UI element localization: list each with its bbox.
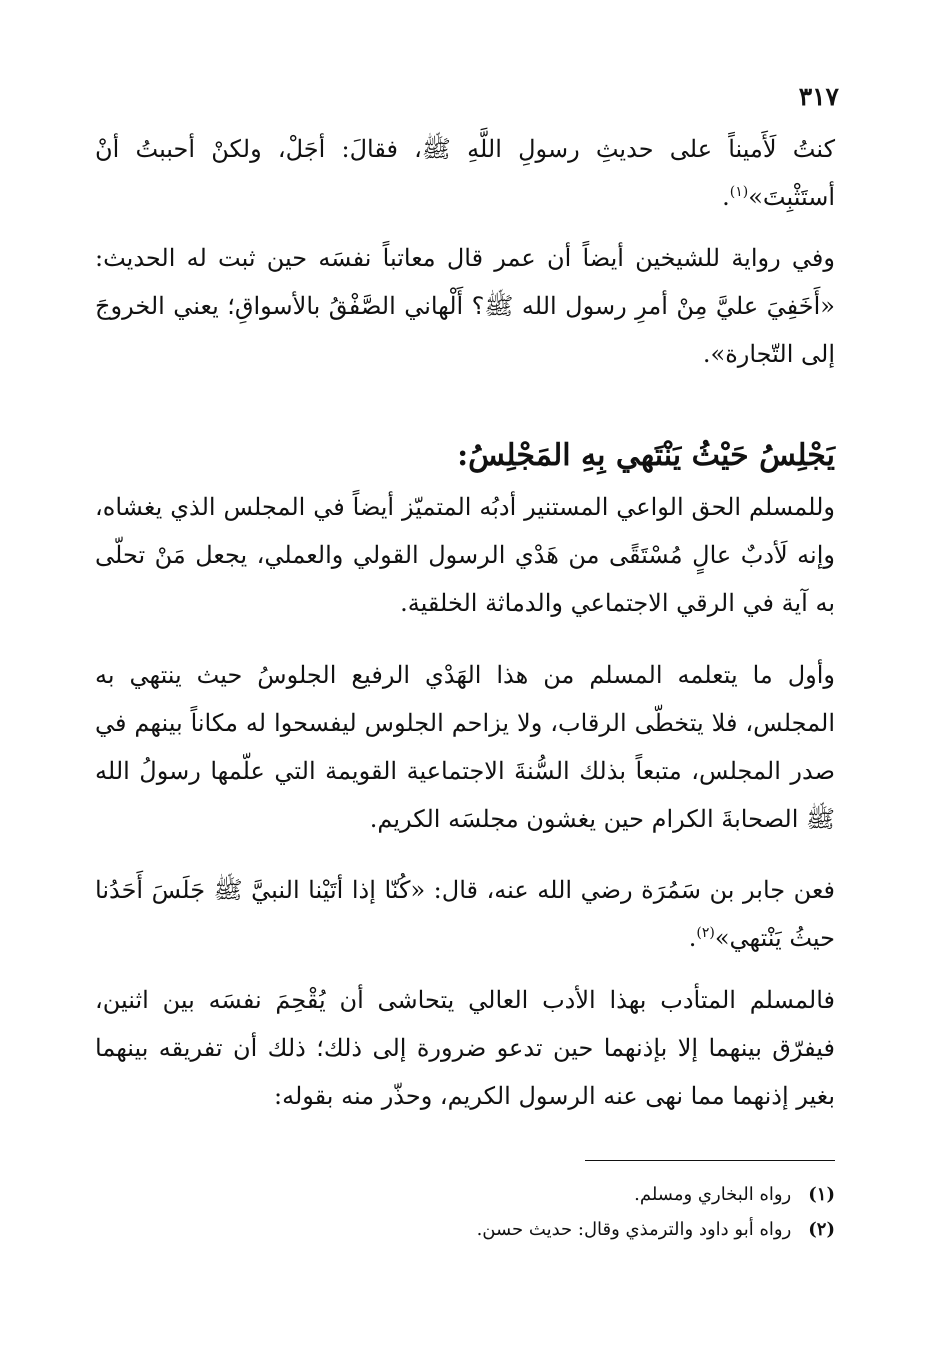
paragraph-1-text: كنتُ لَأَميناً على حديثِ رسولِ اللَّهِ ﷺ، فقالَ: أجَلْ، ولكنْ أحببتُ أنْ أستَثْبِتَ» [95,135,835,211]
footnote-divider [585,1160,835,1161]
section-heading: يَجْلِسُ حَيْثُ يَنْتَهي بِهِ المَجْلِسُ: [457,438,835,473]
footnote-1 [95,1177,835,1212]
page-number: ٣١٧ [798,82,839,111]
footnote-2 [95,1212,835,1247]
paragraph-5-text: فعن جابر بن سَمُرَة رضي الله عنه، قال: «كُنّا إذا أتَيْنا النبيَّ ﷺ جَلَسَ أَحَدُنا حيثُ يَنْتهي» [95,876,835,952]
paragraph-2-text: وفي رواية للشيخين أيضاً أن عمر قال معاتباً نفسَه حين ثبت له الحديث: «أَخَفِيَ عليَّ مِنْ أمرِ رسول الله ﷺ؟ أَلْهاني الصَّفْقُ بالأسواقِ؛ يعني الخروجَ إلى التّجارة». [95,244,835,368]
paragraph-2 [95,234,835,378]
paragraph-1-tail: . [722,183,730,211]
paragraph-6-text: فالمسلم المتأدب بهذا الأدب العالي يتحاشى أن يُقْحِمَ نفسَه بين اثنين، فيفرّق بينهما إلا بإذنهما حين تدعو ضرورة إلى ذلك؛ ذلك أن تفريقه بينهما بغير إذنهما مما نهى عنه الرسول الكريم، وحذّر منه بقوله: [95,986,835,1110]
footnote-2-number: (٢) [808,1219,835,1240]
paragraph-5-tail: . [688,924,697,952]
footnotes [95,1177,835,1247]
paragraph-3-text: وللمسلم الحق الواعي المستنير أدبُه المتميّز أيضاً في المجلس الذي يغشاه، وإنه لَأدبٌ عالٍ مُسْتَقًى من هَدْي الرسول القولي والعملي، يجعل مَنْ تحلّى به آية في الرقي الاجتماعي والدماثة الخلقية. [95,493,836,617]
paragraph-3 [95,483,835,627]
footnote-marker-1: (١) [729,184,749,200]
paragraph-5 [95,866,835,962]
paragraph-1 [95,125,835,221]
paragraph-4-text: وأول ما يتعلمه المسلم من هذا الهَدْي الرفيع الجلوسُ حيث ينتهي به المجلس، فلا يتخطّى الرقاب، ولا يزاحم الجلوس ليفسحوا له مكاناً بينهم في صدر المجلس، متبعاً بذلك السُّنةَ الاجتماعية القويمة التي علّمها رسولُ الله ﷺ الصحابةَ الكرام حين يغشون مجلسَه الكريم. [95,661,835,833]
paragraph-4 [95,651,835,843]
footnote-2-text: رواه أبو داود والترمذي وقال: حديث حسن. [476,1219,792,1240]
paragraph-6 [95,976,835,1120]
footnote-1-number: (١) [808,1184,835,1205]
footnote-1-text: رواه البخاري ومسلم. [634,1184,792,1205]
footnote-marker-2: (٢) [696,925,715,941]
